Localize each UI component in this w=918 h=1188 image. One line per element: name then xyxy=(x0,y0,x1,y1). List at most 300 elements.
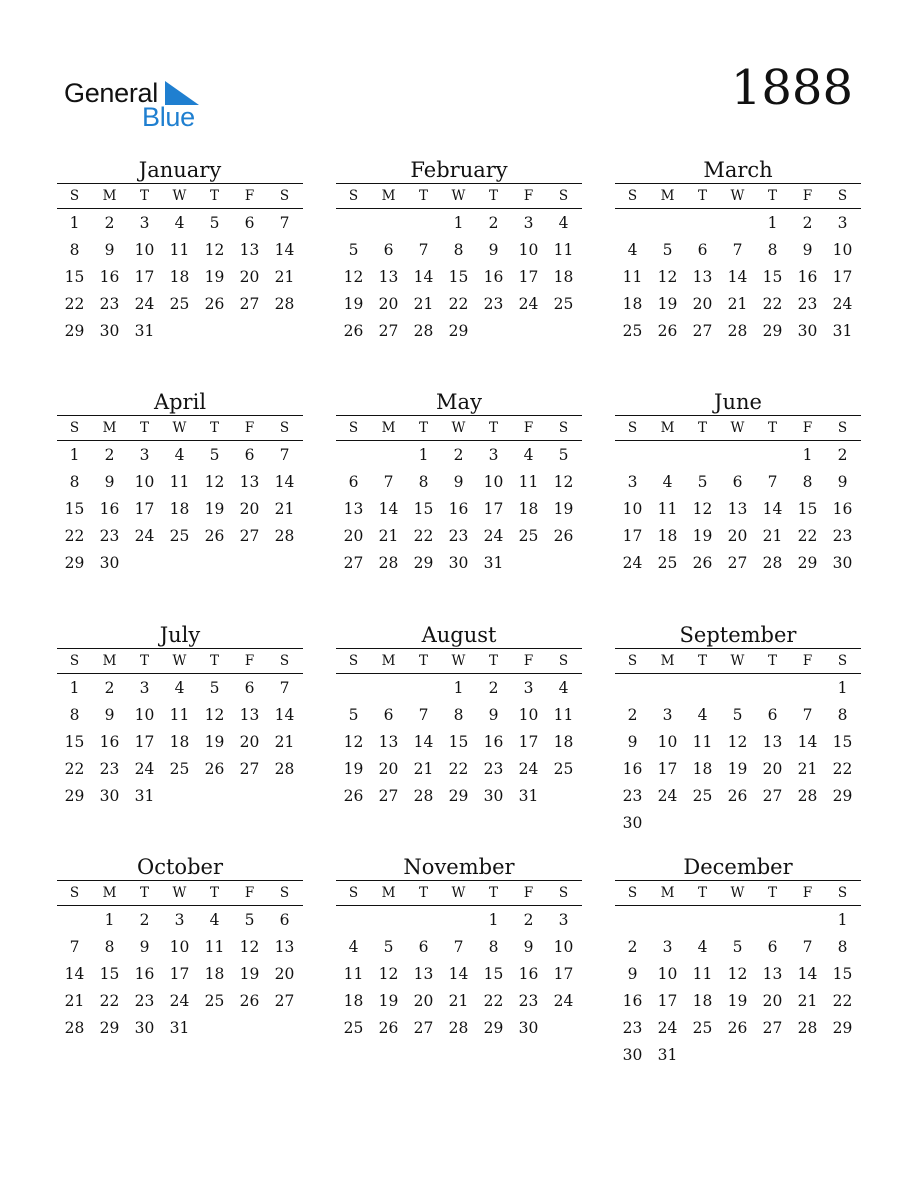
day-cell: 13 xyxy=(239,241,260,259)
day-cell: 21 xyxy=(274,733,295,751)
day-cell: 17 xyxy=(657,760,678,778)
day-cell: 5 xyxy=(732,938,743,956)
day-cell: 20 xyxy=(413,992,434,1010)
day-cell: 28 xyxy=(274,760,295,778)
weekday-label: S xyxy=(279,885,290,901)
weekday-label: F xyxy=(244,885,255,901)
day-cell: 19 xyxy=(204,733,225,751)
day-cell: 11 xyxy=(692,733,713,751)
weekday-label: T xyxy=(209,420,219,436)
weekday-header xyxy=(57,415,303,441)
day-cell: 3 xyxy=(488,446,499,464)
day-cell: 28 xyxy=(797,787,818,805)
day-cell: 2 xyxy=(453,446,464,464)
day-cell: 24 xyxy=(134,527,155,545)
day-cell: 2 xyxy=(627,938,638,956)
weekday-header xyxy=(336,183,582,209)
day-cell: 12 xyxy=(239,938,260,956)
day-cell: 4 xyxy=(558,679,569,697)
day-cell: 15 xyxy=(832,965,853,983)
day-cell: 5 xyxy=(697,473,708,491)
weekday-label: M xyxy=(102,885,117,901)
day-cell: 11 xyxy=(692,965,713,983)
day-cell: 20 xyxy=(762,992,783,1010)
day-cell: 19 xyxy=(657,295,678,313)
day-cell: 5 xyxy=(348,706,359,724)
weekday-label: F xyxy=(802,188,813,204)
day-cell: 14 xyxy=(378,500,399,518)
weekday-label: T xyxy=(767,653,777,669)
empty-day-cell xyxy=(336,907,371,934)
weekday-header xyxy=(336,880,582,906)
day-cell: 13 xyxy=(762,965,783,983)
weekday-label: F xyxy=(523,653,534,669)
day-cell: 7 xyxy=(802,938,813,956)
day-cell: 25 xyxy=(622,322,643,340)
weekday-label: F xyxy=(244,653,255,669)
weekday-label: S xyxy=(279,420,290,436)
day-cell: 15 xyxy=(99,965,120,983)
day-cell: 14 xyxy=(413,733,434,751)
day-cell: 1 xyxy=(767,214,778,232)
day-cell: 5 xyxy=(732,706,743,724)
day-cell: 23 xyxy=(797,295,818,313)
day-cell: 24 xyxy=(657,787,678,805)
empty-day-cell xyxy=(615,675,650,702)
month-title: September xyxy=(679,623,797,647)
weekday-label: S xyxy=(627,188,638,204)
day-cell: 1 xyxy=(837,911,848,929)
day-cell: 27 xyxy=(343,554,364,572)
day-cell: 10 xyxy=(518,241,539,259)
day-cell: 27 xyxy=(239,527,260,545)
day-cell: 9 xyxy=(488,241,499,259)
weekday-label: S xyxy=(837,420,848,436)
day-cell: 10 xyxy=(553,938,574,956)
month-title: December xyxy=(683,855,793,879)
day-cell: 25 xyxy=(169,760,190,778)
day-cell: 14 xyxy=(64,965,85,983)
day-cell: 27 xyxy=(239,295,260,313)
weekday-label: S xyxy=(558,188,569,204)
day-cell: 1 xyxy=(69,446,80,464)
empty-day-cell xyxy=(755,442,790,469)
day-cell: 29 xyxy=(448,322,469,340)
day-cell: 12 xyxy=(204,473,225,491)
weekday-label: W xyxy=(172,188,187,204)
day-cell: 20 xyxy=(727,527,748,545)
day-cell: 13 xyxy=(239,706,260,724)
weekday-label: S xyxy=(348,653,359,669)
day-cell: 19 xyxy=(727,760,748,778)
weekday-label: T xyxy=(139,188,149,204)
day-cell: 9 xyxy=(488,706,499,724)
weekday-label: S xyxy=(69,653,80,669)
weekday-label: T xyxy=(697,420,707,436)
general-blue-logo xyxy=(64,76,214,132)
empty-day-cell xyxy=(336,442,371,469)
empty-day-cell xyxy=(615,210,650,237)
day-cell: 13 xyxy=(762,733,783,751)
day-cell: 8 xyxy=(837,938,848,956)
day-cell: 15 xyxy=(797,500,818,518)
day-cell: 24 xyxy=(518,760,539,778)
day-grid xyxy=(57,674,303,810)
day-cell: 3 xyxy=(627,473,638,491)
day-cell: 16 xyxy=(448,500,469,518)
day-cell: 13 xyxy=(378,268,399,286)
weekday-label: F xyxy=(244,188,255,204)
day-cell: 4 xyxy=(348,938,359,956)
day-grid xyxy=(615,441,861,577)
day-cell: 3 xyxy=(837,214,848,232)
day-cell: 14 xyxy=(797,965,818,983)
day-cell: 4 xyxy=(174,446,185,464)
day-cell: 17 xyxy=(518,268,539,286)
day-cell: 10 xyxy=(134,241,155,259)
weekday-label: T xyxy=(139,653,149,669)
day-cell: 24 xyxy=(622,554,643,572)
day-cell: 6 xyxy=(697,241,708,259)
day-cell: 25 xyxy=(692,1019,713,1037)
day-cell: 22 xyxy=(64,295,85,313)
day-cell: 9 xyxy=(139,938,150,956)
day-cell: 28 xyxy=(274,527,295,545)
day-cell: 3 xyxy=(523,679,534,697)
weekday-label: M xyxy=(102,188,117,204)
month-title: April xyxy=(153,390,207,414)
day-grid xyxy=(336,209,582,345)
day-cell: 11 xyxy=(343,965,364,983)
month-title: February xyxy=(410,158,508,182)
day-cell: 21 xyxy=(378,527,399,545)
day-cell: 18 xyxy=(553,733,574,751)
weekday-label: T xyxy=(488,653,498,669)
day-cell: 7 xyxy=(279,214,290,232)
month-title: August xyxy=(421,623,497,647)
day-cell: 19 xyxy=(343,760,364,778)
weekday-label: T xyxy=(767,188,777,204)
day-cell: 7 xyxy=(279,446,290,464)
weekday-label: W xyxy=(451,420,466,436)
day-cell: 8 xyxy=(69,706,80,724)
weekday-label: S xyxy=(558,653,569,669)
day-cell: 13 xyxy=(378,733,399,751)
day-cell: 12 xyxy=(727,733,748,751)
day-cell: 26 xyxy=(343,787,364,805)
day-cell: 17 xyxy=(832,268,853,286)
weekday-label: W xyxy=(730,653,745,669)
day-cell: 5 xyxy=(209,214,220,232)
day-cell: 16 xyxy=(622,992,643,1010)
day-cell: 12 xyxy=(553,473,574,491)
day-grid xyxy=(57,209,303,345)
day-cell: 5 xyxy=(244,911,255,929)
day-cell: 11 xyxy=(553,241,574,259)
day-cell: 1 xyxy=(837,679,848,697)
weekday-label: M xyxy=(381,420,396,436)
day-cell: 27 xyxy=(692,322,713,340)
day-cell: 5 xyxy=(209,679,220,697)
day-cell: 29 xyxy=(483,1019,504,1037)
day-cell: 20 xyxy=(762,760,783,778)
weekday-header xyxy=(57,880,303,906)
weekday-label: T xyxy=(139,420,149,436)
day-cell: 27 xyxy=(274,992,295,1010)
day-cell: 29 xyxy=(413,554,434,572)
day-cell: 10 xyxy=(169,938,190,956)
day-cell: 23 xyxy=(483,295,504,313)
weekday-label: T xyxy=(418,653,428,669)
day-cell: 24 xyxy=(832,295,853,313)
day-cell: 20 xyxy=(239,733,260,751)
empty-day-cell xyxy=(685,210,720,237)
empty-day-cell xyxy=(615,907,650,934)
day-cell: 3 xyxy=(174,911,185,929)
day-cell: 22 xyxy=(483,992,504,1010)
day-cell: 16 xyxy=(797,268,818,286)
day-cell: 17 xyxy=(483,500,504,518)
day-cell: 30 xyxy=(483,787,504,805)
day-cell: 1 xyxy=(453,214,464,232)
day-cell: 6 xyxy=(244,446,255,464)
weekday-label: F xyxy=(523,420,534,436)
day-cell: 11 xyxy=(169,706,190,724)
day-cell: 21 xyxy=(274,268,295,286)
day-cell: 26 xyxy=(553,527,574,545)
weekday-label: S xyxy=(279,188,290,204)
day-cell: 19 xyxy=(378,992,399,1010)
day-cell: 2 xyxy=(139,911,150,929)
month-april xyxy=(57,389,303,577)
day-cell: 7 xyxy=(383,473,394,491)
day-cell: 11 xyxy=(169,473,190,491)
day-cell: 30 xyxy=(99,322,120,340)
day-cell: 26 xyxy=(727,1019,748,1037)
day-cell: 17 xyxy=(518,733,539,751)
day-cell: 23 xyxy=(448,527,469,545)
day-cell: 28 xyxy=(274,295,295,313)
weekday-label: S xyxy=(348,188,359,204)
day-cell: 4 xyxy=(174,214,185,232)
weekday-header xyxy=(336,415,582,441)
weekday-label: M xyxy=(660,885,675,901)
empty-day-cell xyxy=(790,675,825,702)
day-cell: 23 xyxy=(622,787,643,805)
weekday-label: M xyxy=(381,885,396,901)
day-cell: 21 xyxy=(727,295,748,313)
day-cell: 26 xyxy=(727,787,748,805)
weekday-header xyxy=(615,880,861,906)
month-title: June xyxy=(714,390,762,414)
day-cell: 29 xyxy=(797,554,818,572)
empty-day-cell xyxy=(685,442,720,469)
day-cell: 5 xyxy=(383,938,394,956)
day-cell: 20 xyxy=(239,268,260,286)
day-cell: 23 xyxy=(622,1019,643,1037)
day-cell: 31 xyxy=(134,322,155,340)
day-cell: 11 xyxy=(553,706,574,724)
day-cell: 4 xyxy=(697,706,708,724)
month-october xyxy=(57,854,303,1042)
day-cell: 10 xyxy=(832,241,853,259)
day-cell: 2 xyxy=(104,214,115,232)
weekday-label: S xyxy=(558,885,569,901)
weekday-label: W xyxy=(172,885,187,901)
day-cell: 16 xyxy=(483,733,504,751)
day-cell: 8 xyxy=(802,473,813,491)
day-cell: 21 xyxy=(413,295,434,313)
day-cell: 8 xyxy=(488,938,499,956)
day-cell: 6 xyxy=(767,938,778,956)
day-cell: 3 xyxy=(139,214,150,232)
day-cell: 15 xyxy=(762,268,783,286)
day-cell: 2 xyxy=(523,911,534,929)
day-cell: 22 xyxy=(64,527,85,545)
day-cell: 3 xyxy=(139,446,150,464)
day-cell: 20 xyxy=(378,760,399,778)
day-cell: 1 xyxy=(69,214,80,232)
day-cell: 29 xyxy=(64,787,85,805)
day-cell: 21 xyxy=(797,760,818,778)
day-cell: 23 xyxy=(483,760,504,778)
day-cell: 14 xyxy=(448,965,469,983)
weekday-label: T xyxy=(697,653,707,669)
day-cell: 19 xyxy=(204,268,225,286)
day-cell: 10 xyxy=(483,473,504,491)
day-cell: 1 xyxy=(453,679,464,697)
day-cell: 25 xyxy=(657,554,678,572)
day-cell: 16 xyxy=(832,500,853,518)
day-cell: 6 xyxy=(732,473,743,491)
day-cell: 22 xyxy=(448,295,469,313)
day-cell: 9 xyxy=(837,473,848,491)
day-cell: 26 xyxy=(204,295,225,313)
day-cell: 21 xyxy=(274,500,295,518)
day-cell: 14 xyxy=(762,500,783,518)
day-cell: 11 xyxy=(169,241,190,259)
day-cell: 1 xyxy=(69,679,80,697)
weekday-label: T xyxy=(767,420,777,436)
weekday-label: W xyxy=(730,420,745,436)
weekday-header xyxy=(615,648,861,674)
weekday-label: W xyxy=(451,188,466,204)
weekday-header xyxy=(57,648,303,674)
month-november xyxy=(336,854,582,1042)
day-cell: 4 xyxy=(174,679,185,697)
empty-day-cell xyxy=(406,675,441,702)
day-grid xyxy=(336,906,582,1042)
weekday-header xyxy=(615,183,861,209)
day-cell: 10 xyxy=(134,706,155,724)
day-cell: 9 xyxy=(523,938,534,956)
weekday-label: T xyxy=(209,653,219,669)
day-cell: 8 xyxy=(453,241,464,259)
day-cell: 15 xyxy=(413,500,434,518)
day-cell: 8 xyxy=(69,241,80,259)
empty-day-cell xyxy=(650,210,685,237)
day-cell: 20 xyxy=(692,295,713,313)
day-cell: 30 xyxy=(622,1046,643,1064)
day-cell: 10 xyxy=(657,965,678,983)
day-cell: 17 xyxy=(134,268,155,286)
day-cell: 23 xyxy=(832,527,853,545)
weekday-label: T xyxy=(697,885,707,901)
day-cell: 19 xyxy=(727,992,748,1010)
day-cell: 24 xyxy=(518,295,539,313)
empty-day-cell xyxy=(685,907,720,934)
day-cell: 25 xyxy=(553,295,574,313)
day-cell: 5 xyxy=(662,241,673,259)
empty-day-cell xyxy=(790,907,825,934)
day-cell: 26 xyxy=(343,322,364,340)
weekday-label: T xyxy=(767,885,777,901)
day-grid xyxy=(57,441,303,577)
day-cell: 14 xyxy=(797,733,818,751)
day-cell: 7 xyxy=(802,706,813,724)
day-cell: 9 xyxy=(627,733,638,751)
month-september xyxy=(615,622,861,837)
day-cell: 22 xyxy=(762,295,783,313)
day-cell: 11 xyxy=(657,500,678,518)
day-cell: 12 xyxy=(727,965,748,983)
day-cell: 3 xyxy=(139,679,150,697)
day-cell: 28 xyxy=(727,322,748,340)
day-cell: 7 xyxy=(453,938,464,956)
empty-day-cell xyxy=(406,907,441,934)
day-cell: 3 xyxy=(523,214,534,232)
day-cell: 6 xyxy=(244,679,255,697)
empty-day-cell xyxy=(406,210,441,237)
month-march xyxy=(615,157,861,345)
day-cell: 29 xyxy=(832,1019,853,1037)
empty-day-cell xyxy=(650,907,685,934)
weekday-label: S xyxy=(279,653,290,669)
day-cell: 26 xyxy=(692,554,713,572)
day-cell: 8 xyxy=(418,473,429,491)
day-cell: 20 xyxy=(239,500,260,518)
day-cell: 17 xyxy=(622,527,643,545)
day-cell: 14 xyxy=(274,241,295,259)
day-cell: 30 xyxy=(99,787,120,805)
weekday-label: F xyxy=(802,653,813,669)
weekday-label: M xyxy=(102,420,117,436)
weekday-header xyxy=(336,648,582,674)
day-cell: 31 xyxy=(134,787,155,805)
day-cell: 21 xyxy=(413,760,434,778)
day-grid xyxy=(336,441,582,577)
day-cell: 18 xyxy=(169,733,190,751)
day-cell: 24 xyxy=(553,992,574,1010)
day-cell: 21 xyxy=(762,527,783,545)
day-cell: 16 xyxy=(134,965,155,983)
day-cell: 4 xyxy=(627,241,638,259)
weekday-label: M xyxy=(660,188,675,204)
day-cell: 9 xyxy=(453,473,464,491)
day-cell: 8 xyxy=(453,706,464,724)
day-cell: 9 xyxy=(104,241,115,259)
day-cell: 13 xyxy=(239,473,260,491)
day-cell: 19 xyxy=(204,500,225,518)
month-february xyxy=(336,157,582,345)
day-cell: 12 xyxy=(657,268,678,286)
weekday-label: S xyxy=(627,420,638,436)
day-cell: 25 xyxy=(518,527,539,545)
day-cell: 10 xyxy=(657,733,678,751)
day-cell: 27 xyxy=(727,554,748,572)
empty-day-cell xyxy=(336,210,371,237)
day-cell: 18 xyxy=(553,268,574,286)
